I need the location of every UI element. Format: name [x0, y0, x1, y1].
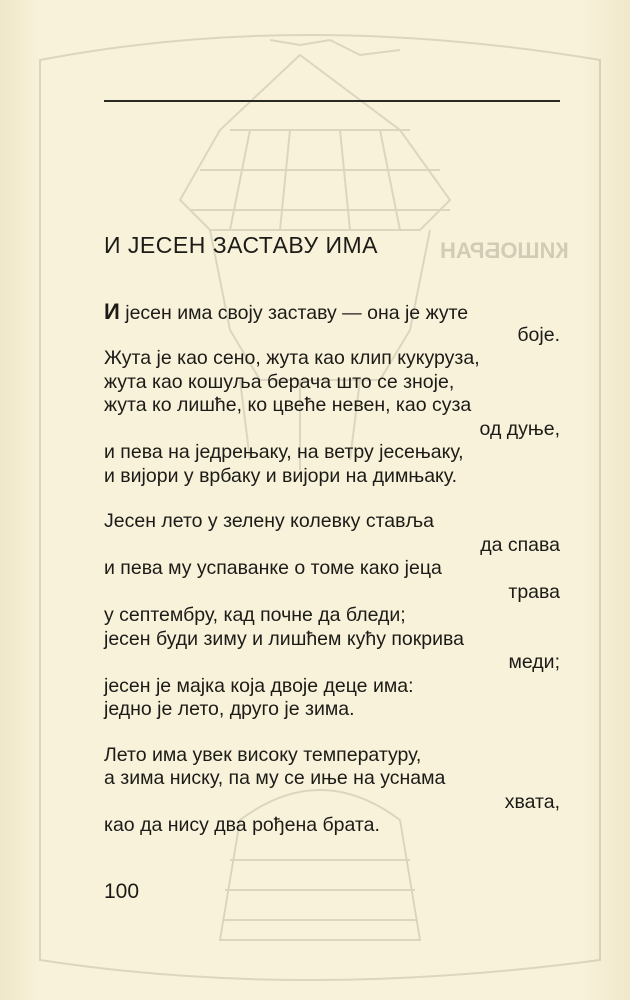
poem-line: и пева на једрењаку, на ветру јесењаку, [104, 441, 464, 463]
poem-line: јесен буди зиму и лишћем кућу покрива [104, 627, 465, 650]
poem-line: трава [508, 580, 560, 603]
poem-line: од дуње, [479, 417, 560, 440]
poem-body [104, 300, 560, 838]
poem-line: јесен је мајка која двоје деце има: [104, 674, 414, 697]
poem-title: И ЈЕСЕН ЗАСТАВУ ИМА [104, 232, 379, 258]
poem-line: и вијори у врбаку и вијори на димњаку. [104, 464, 458, 487]
poem-line: жута ко лишће, ко цвеће невен, као суза [104, 394, 472, 416]
poem-line [104, 300, 560, 324]
poem-line: као да нису два рођена брата. [104, 814, 380, 836]
stanza [104, 744, 560, 838]
poem-line: боје. [517, 323, 560, 346]
stanza-gap [104, 722, 560, 744]
line-rest: јесен има своју заставу — она је жуте [119, 302, 469, 324]
bleed-through-text: КИШОБРАН [440, 238, 569, 263]
poem-line: Жута је као сено, жута као клип кукуруза, [104, 347, 480, 369]
poem-line: жута као кошуља берача што се зноје, [104, 370, 455, 393]
page-number: 100 [104, 880, 140, 903]
stanza [104, 300, 560, 488]
poem-line: меди; [508, 651, 560, 673]
initial-letter: И [104, 299, 120, 324]
stanza [104, 510, 560, 722]
poem-line: једно је лето, друго је зима. [104, 698, 355, 720]
top-rule [104, 100, 560, 102]
poem-line: у септембру, кад почне да бледи; [104, 604, 406, 626]
stanza-gap [104, 488, 560, 510]
poem-line: Лето има увек високу температуру, [104, 743, 422, 766]
poem-line: хвата, [504, 790, 560, 813]
poem-line: да спава [480, 533, 560, 556]
poem-line: и пева му успаванке о томе како јеца [104, 557, 442, 579]
poem-line: а зима ниску, па му се иње на уснама [104, 767, 446, 789]
poem-line: Јесен лето у зелену колевку ставља [104, 510, 435, 532]
